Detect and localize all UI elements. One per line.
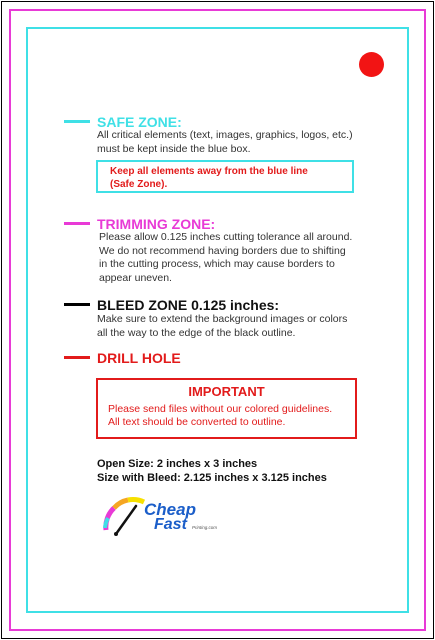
trim-zone-line: appear uneven. [99, 271, 172, 284]
cheap-fast-printing-logo [100, 488, 230, 536]
bleed-zone-line: Make sure to extend the background images or colors [97, 313, 348, 325]
bleed-zone-line: all the way to the edge of the black outline. [97, 326, 296, 339]
safe-zone-description [97, 129, 353, 156]
drill-hole-legend-line [64, 356, 90, 359]
logo-word-cheap: Cheap [144, 500, 196, 519]
open-size-text: Open Size: 2 inches x 3 inches [97, 458, 258, 470]
logo-word-fast: Fast [154, 516, 187, 533]
drill-hole-marker [359, 52, 384, 77]
bleed-zone-heading: BLEED ZONE 0.125 inches: [97, 297, 280, 313]
bleed-zone-description [97, 313, 347, 340]
safe-zone-legend-line [64, 120, 90, 123]
safe-zone-note-line: (Safe Zone). [110, 179, 168, 190]
safe-zone-heading: SAFE ZONE: [97, 114, 182, 130]
trim-zone-description [99, 231, 352, 285]
important-line: Please send files without our colored guidelines. [108, 403, 333, 415]
bleed-size-text: Size with Bleed: 2.125 inches x 3.125 inches [97, 472, 327, 484]
drill-hole-heading: DRILL HOLE [97, 350, 181, 366]
size-info [97, 457, 327, 485]
safe-zone-note-box [96, 160, 354, 193]
trim-zone-heading: TRIMMING ZONE: [97, 216, 216, 232]
important-notice-box [96, 378, 357, 439]
bleed-zone-legend-line [64, 303, 90, 306]
trim-zone-line: We do not recommend having borders due to shifting [99, 244, 346, 257]
safe-zone-line: All critical elements (text, images, graphics, logos, etc.) [97, 129, 353, 141]
important-text [108, 403, 332, 429]
trim-zone-line: Please allow 0.125 inches cutting tolerance all around. [99, 231, 353, 243]
logo-tagline: Printing.com [192, 525, 218, 530]
important-line: All text should be converted to outline. [108, 416, 286, 428]
safe-zone-line: must be kept inside the blue box. [97, 142, 251, 155]
important-title: IMPORTANT [188, 384, 265, 399]
trim-zone-legend-line [64, 222, 90, 225]
trim-zone-line: in the cutting process, which may cause borders to [99, 258, 335, 270]
safe-zone-note-line: Keep all elements away from the blue line [110, 166, 308, 177]
